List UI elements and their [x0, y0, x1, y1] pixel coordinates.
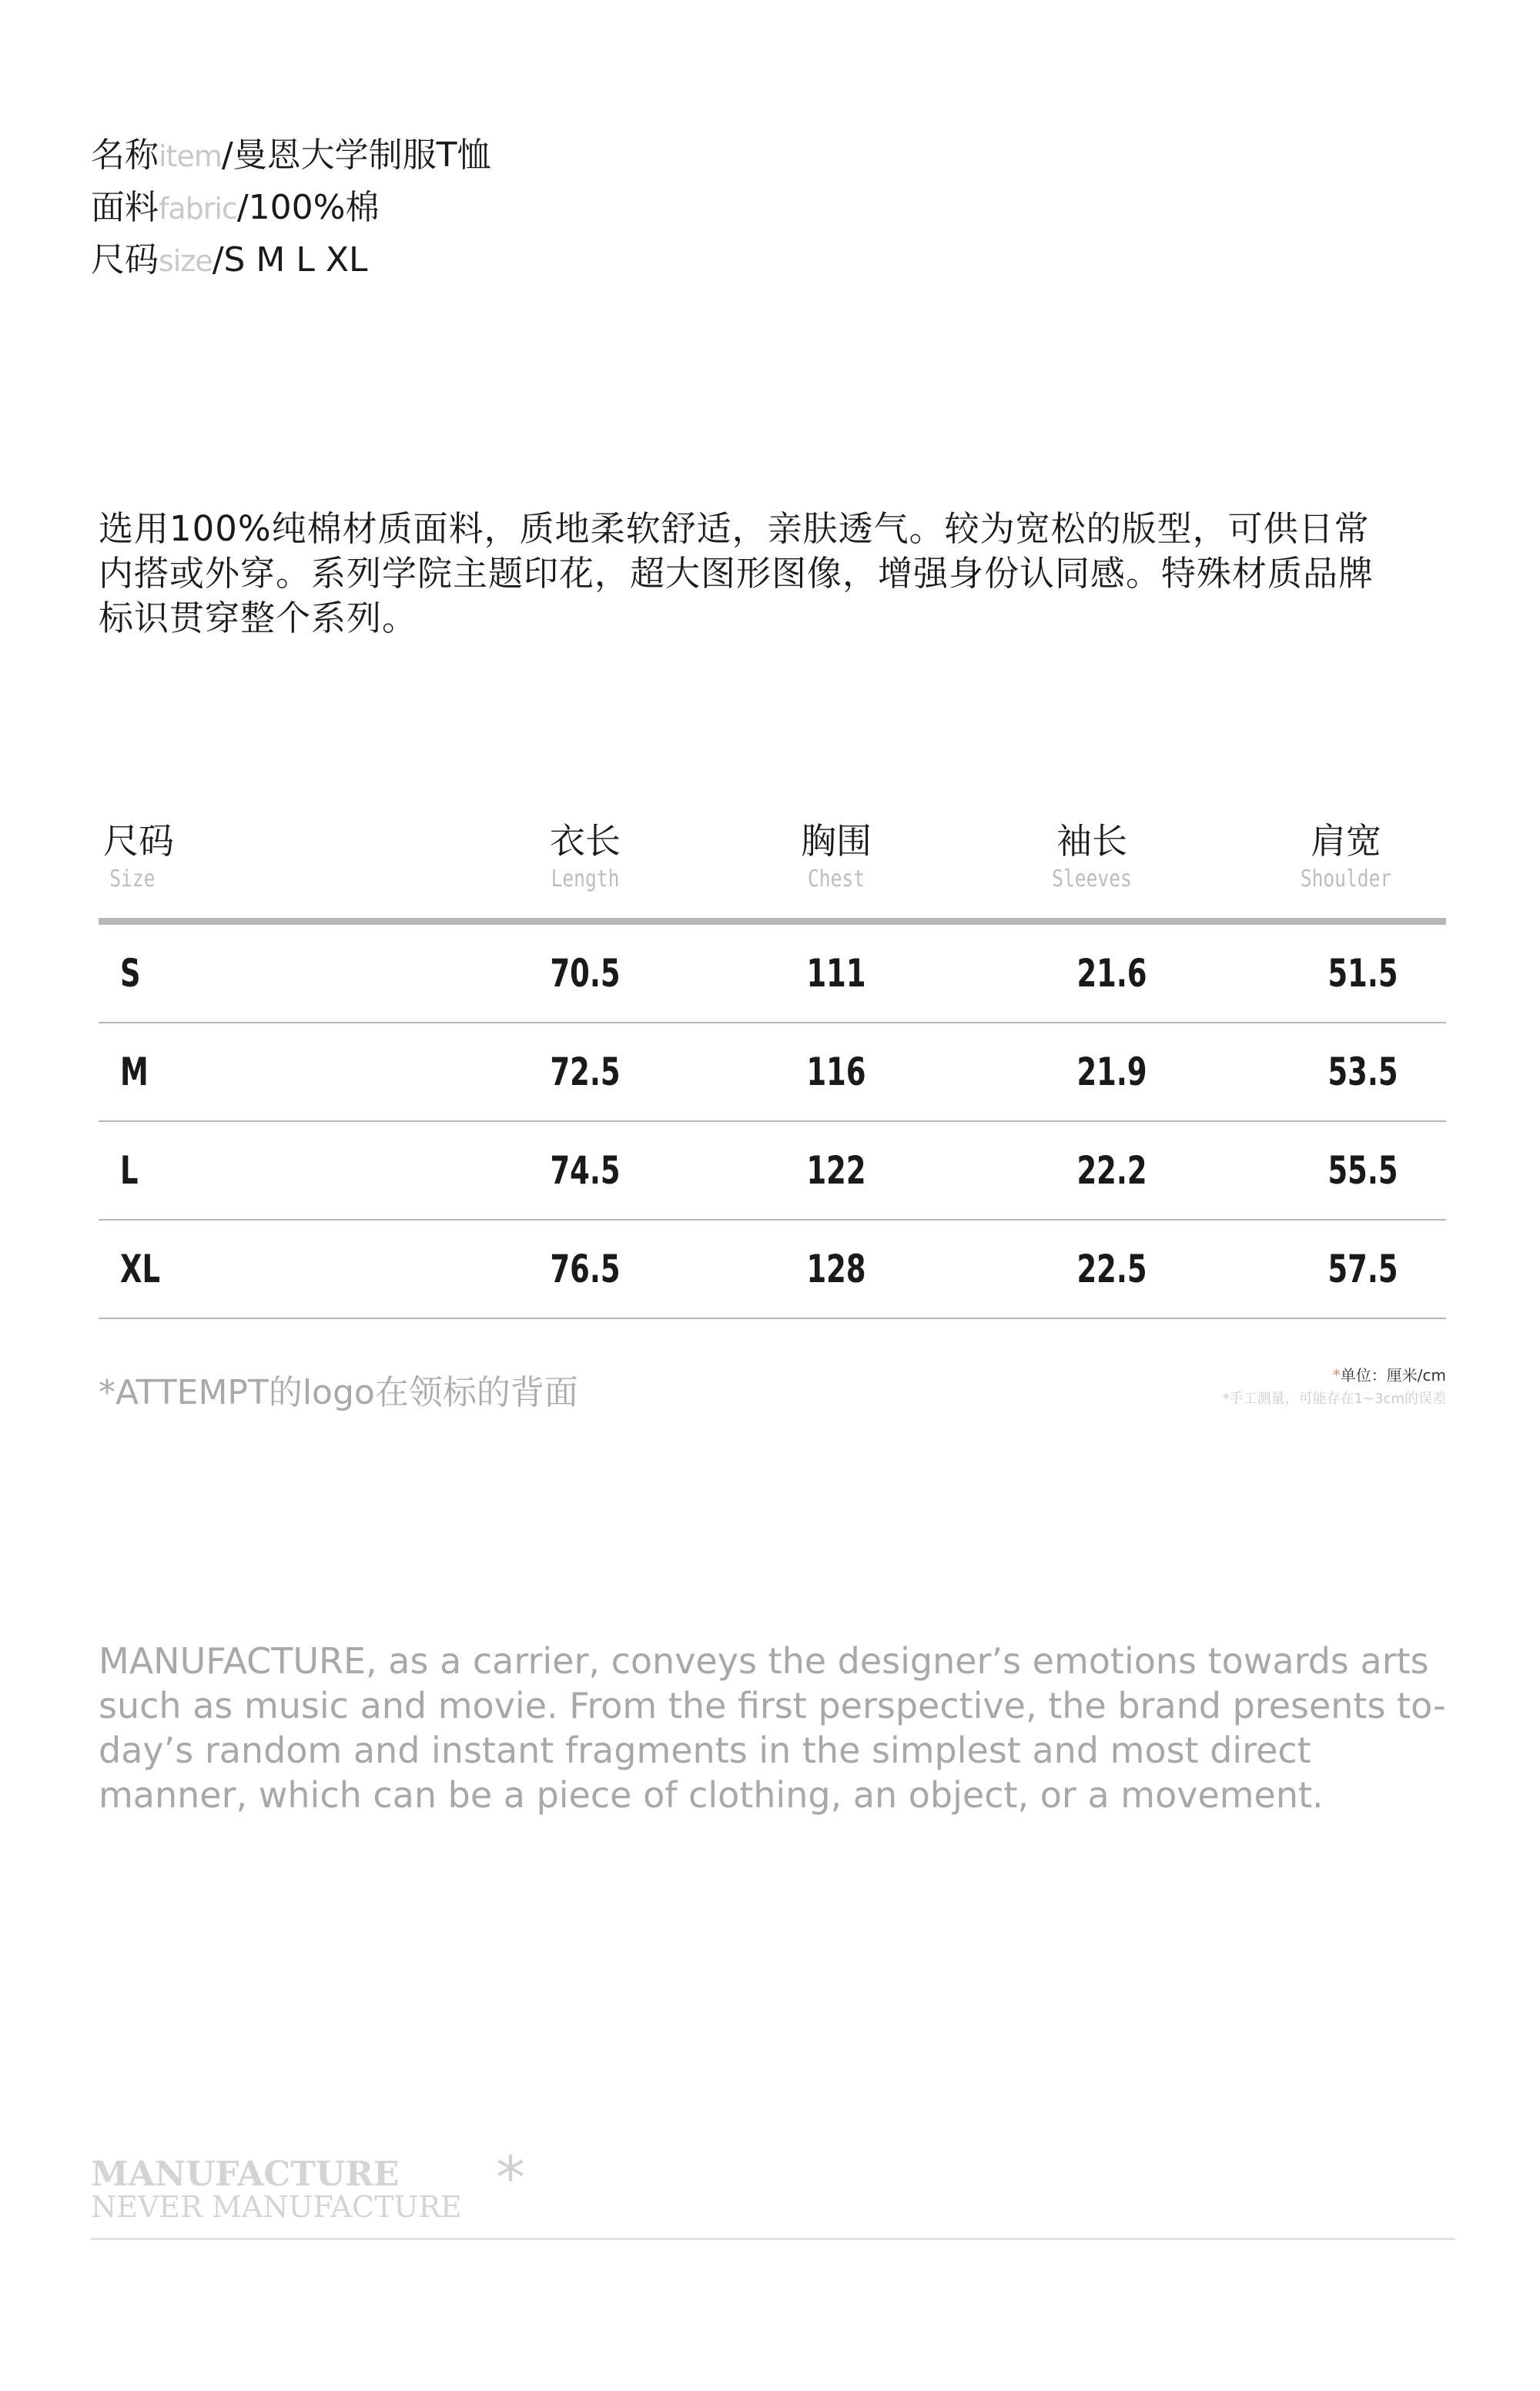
header-size: [103, 818, 257, 895]
header-chest-en: Chest: [807, 866, 865, 892]
cell-length: 70.5: [550, 951, 621, 996]
header-sleeves-zh: 袖长: [1056, 820, 1127, 862]
header-chest: [744, 818, 929, 895]
logo-note: *ATTEMPT的logo在领标的背面: [99, 1373, 578, 1412]
logo-line-2: NEVER MANUFACTURE: [91, 2190, 462, 2224]
asterisk-icon: *: [1332, 1366, 1341, 1385]
item-line: [91, 129, 491, 182]
asterisk-logo-icon: *: [496, 2143, 525, 2212]
footer-divider: [91, 2238, 1455, 2240]
cell-size: M: [120, 1050, 149, 1094]
description-line: 标识贯穿整个系列。: [99, 598, 418, 638]
fabric-line: [91, 182, 491, 234]
cell-sleeves: 21.6: [1076, 951, 1147, 996]
tolerance-note: *手工测量，可能存在1~3cm的误差: [1222, 1391, 1446, 1407]
fabric-value: /100%棉: [236, 188, 380, 227]
brand-statement-line: such as music and movie. From the first perspective, the brand presents to-: [99, 1685, 1446, 1726]
item-label: 名称: [91, 136, 159, 175]
item-value: /曼恩大学制服T恤: [221, 136, 491, 175]
fabric-label-en: fabric: [159, 192, 237, 226]
cell-chest: 128: [806, 1247, 866, 1291]
cell-shoulder: 51.5: [1327, 951, 1398, 996]
item-label-en: item: [159, 139, 222, 173]
table-header: [99, 818, 1446, 918]
cell-length: 76.5: [550, 1247, 621, 1291]
header-length-zh: 衣长: [550, 820, 621, 862]
cell-chest: 116: [806, 1050, 866, 1094]
description-line: 内搭或外穿。系列学院主题印花，超大图形图像，增强身份认同感。特殊材质品牌: [99, 553, 1374, 594]
cell-length: 74.5: [550, 1148, 621, 1193]
cell-chest: 111: [806, 951, 866, 996]
header-size-zh: 尺码: [103, 820, 174, 862]
size-value: /S M L XL: [212, 240, 368, 280]
table-row: [99, 925, 1446, 1023]
cell-size: L: [120, 1148, 139, 1193]
cell-sleeves: 21.9: [1076, 1050, 1147, 1094]
cell-chest: 122: [806, 1148, 866, 1193]
header-shoulder-zh: 肩宽: [1311, 820, 1381, 862]
cell-sleeves: 22.5: [1076, 1247, 1147, 1291]
unit-notes: [1223, 1363, 1446, 1411]
cell-shoulder: 53.5: [1327, 1050, 1398, 1094]
logo-line-1: MANUFACTURE: [91, 2155, 400, 2194]
table-row: [99, 1221, 1446, 1319]
cell-shoulder: 55.5: [1327, 1148, 1398, 1193]
brand-statement-line: MANUFACTURE, as a carrier, conveys the designer’s emotions towards arts: [99, 1640, 1429, 1682]
fabric-label: 面料: [91, 188, 159, 227]
table-row: [99, 1023, 1446, 1122]
brand-statement-line: day’s random and instant fragments in the simplest and most direct: [99, 1730, 1311, 1771]
header-length-en: Length: [551, 866, 620, 892]
table-row: [99, 1122, 1446, 1221]
description-line: 选用100%纯棉材质面料，质地柔软舒适，亲肤透气。较为宽松的版型，可供日常: [99, 508, 1370, 549]
header-sleeves: [999, 818, 1184, 895]
header-divider: [99, 918, 1446, 925]
header-length: [493, 818, 678, 895]
brand-statement: [99, 1639, 1485, 1817]
cell-length: 72.5: [550, 1050, 621, 1094]
header-size-en: Size: [109, 866, 156, 892]
brand-statement-line: manner, which can be a piece of clothing, an object, or a movement.: [99, 1774, 1324, 1816]
header-shoulder-en: Shoulder: [1300, 866, 1392, 892]
brand-logo: [91, 2155, 462, 2224]
unit-note: [1223, 1363, 1446, 1388]
product-description: [99, 507, 1469, 641]
size-label: 尺码: [91, 240, 159, 280]
cell-size: XL: [120, 1247, 160, 1291]
size-table: [99, 818, 1446, 1319]
header-shoulder: [1254, 818, 1438, 895]
size-label-en: size: [159, 244, 213, 278]
unit-text: 单位：厘米/cm: [1340, 1366, 1446, 1385]
cell-sleeves: 22.2: [1076, 1148, 1147, 1193]
product-info: [91, 129, 491, 286]
header-chest-zh: 胸围: [801, 820, 872, 862]
cell-size: S: [120, 951, 141, 996]
header-sleeves-en: Sleeves: [1052, 866, 1132, 892]
cell-shoulder: 57.5: [1327, 1247, 1398, 1291]
size-line: [91, 234, 491, 286]
